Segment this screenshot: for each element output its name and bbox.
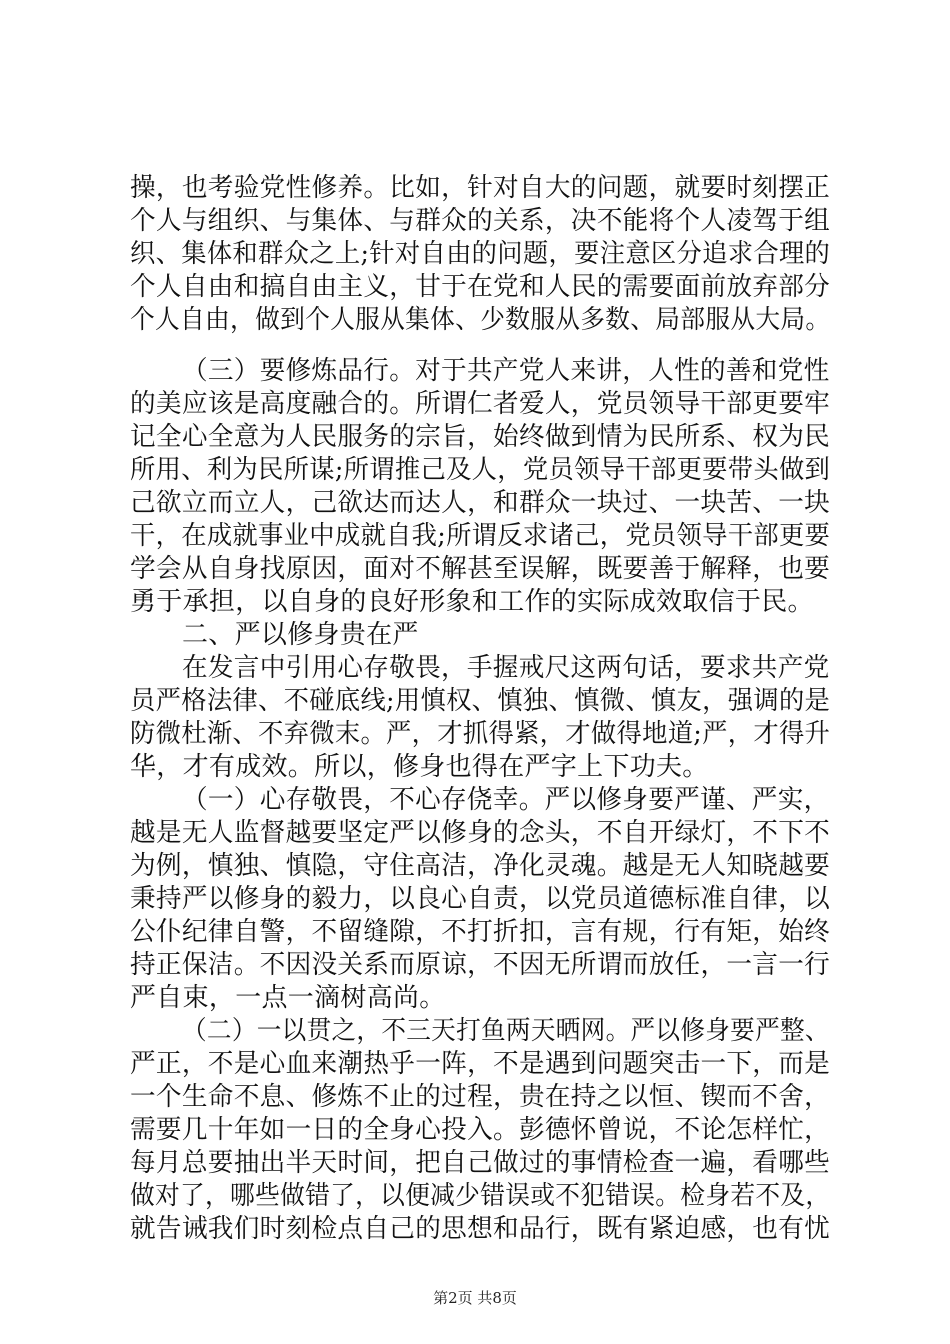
text-line: 华，才有成效。所以，修身也得在严字上下功夫。 bbox=[130, 752, 709, 782]
text-line: 织、集体和群众之上;针对自由的问题，要注意区分追求合理的 bbox=[130, 239, 831, 269]
text-line: 严正，不是心血来潮热乎一阵，不是遇到问题突击一下，而是 bbox=[130, 1049, 831, 1079]
text-line: （一）心存敬畏，不心存侥幸。严以修身要严谨、严实， bbox=[182, 785, 830, 815]
text-line: 一个生命不息、修炼不止的过程，贵在持之以恒、锲而不舍， bbox=[130, 1082, 831, 1112]
text-line: 在发言中引用心存敬畏，手握戒尺这两句话，要求共产党 bbox=[182, 653, 830, 683]
text-line: 记全心全意为人民服务的宗旨，始终做到情为民所系、权为民 bbox=[130, 422, 831, 452]
text-line: 防微杜渐、不弃微末。严，才抓得紧，才做得地道;严，才得升 bbox=[130, 719, 831, 749]
text-line: 干，在成就事业中成就自我;所谓反求诸己，党员领导干部更要 bbox=[130, 521, 831, 551]
text-line: 操，也考验党性修养。比如，针对自大的问题，就要时刻摆正 bbox=[130, 173, 831, 203]
text-line: 做对了，哪些做错了，以便减少错误或不犯错误。检身若不及， bbox=[130, 1181, 831, 1211]
text-line: 公仆纪律自警，不留缝隙，不打折扣，言有规，行有矩，始终 bbox=[130, 917, 831, 947]
text-line: 所用、利为民所谋;所谓推己及人，党员领导干部更要带头做到 bbox=[130, 455, 831, 485]
text-line: 秉持严以修身的毅力，以良心自责，以党员道德标准自律，以 bbox=[130, 884, 831, 914]
page-number-footer: 第2页 共8页 bbox=[433, 1289, 517, 1307]
section-heading: 二、严以修身贵在严 bbox=[182, 620, 419, 650]
text-line: 的美应该是高度融合的。所谓仁者爱人，党员领导干部更要牢 bbox=[130, 389, 831, 419]
text-line: 个人自由，做到个人服从集体、少数服从多数、局部服从大局。 bbox=[130, 305, 831, 335]
text-line: 需要几十年如一日的全身心投入。彭德怀曾说，不论怎样忙， bbox=[130, 1115, 831, 1145]
text-line: （二）一以贯之，不三天打鱼两天晒网。严以修身要严整、 bbox=[182, 1016, 830, 1046]
text-line: 个人自由和搞自由主义，甘于在党和人民的需要面前放弃部分 bbox=[130, 272, 831, 302]
text-line: 个人与组织、与集体、与群众的关系，决不能将个人凌驾于组 bbox=[130, 206, 831, 236]
text-line: 勇于承担，以自身的良好形象和工作的实际成效取信于民。 bbox=[130, 587, 814, 617]
text-line: 越是无人监督越要坚定严以修身的念头，不自开绿灯，不下不 bbox=[130, 818, 831, 848]
text-line: 就告诫我们时刻检点自己的思想和品行，既有紧迫感，也有忧 bbox=[130, 1214, 831, 1244]
text-line: 每月总要抽出半天时间，把自己做过的事情检查一遍，看哪些 bbox=[130, 1148, 831, 1178]
text-line: 为例，慎独、慎隐，守住高洁，净化灵魂。越是无人知晓越要 bbox=[130, 851, 831, 881]
text-line: 己欲立而立人，己欲达而达人，和群众一块过、一块苦、一块 bbox=[130, 488, 831, 518]
text-line: 持正保洁。不因没关系而原谅，不因无所谓而放任，一言一行 bbox=[130, 950, 831, 980]
text-line: 严自束，一点一滴树高尚。 bbox=[130, 983, 446, 1013]
text-line: 员严格法律、不碰底线;用慎权、慎独、慎微、慎友，强调的是 bbox=[130, 686, 831, 716]
text-line: 学会从自身找原因，面对不解甚至误解，既要善于解释，也要 bbox=[130, 554, 831, 584]
text-line: （三）要修炼品行。对于共产党人来讲，人性的善和党性 bbox=[182, 356, 830, 386]
